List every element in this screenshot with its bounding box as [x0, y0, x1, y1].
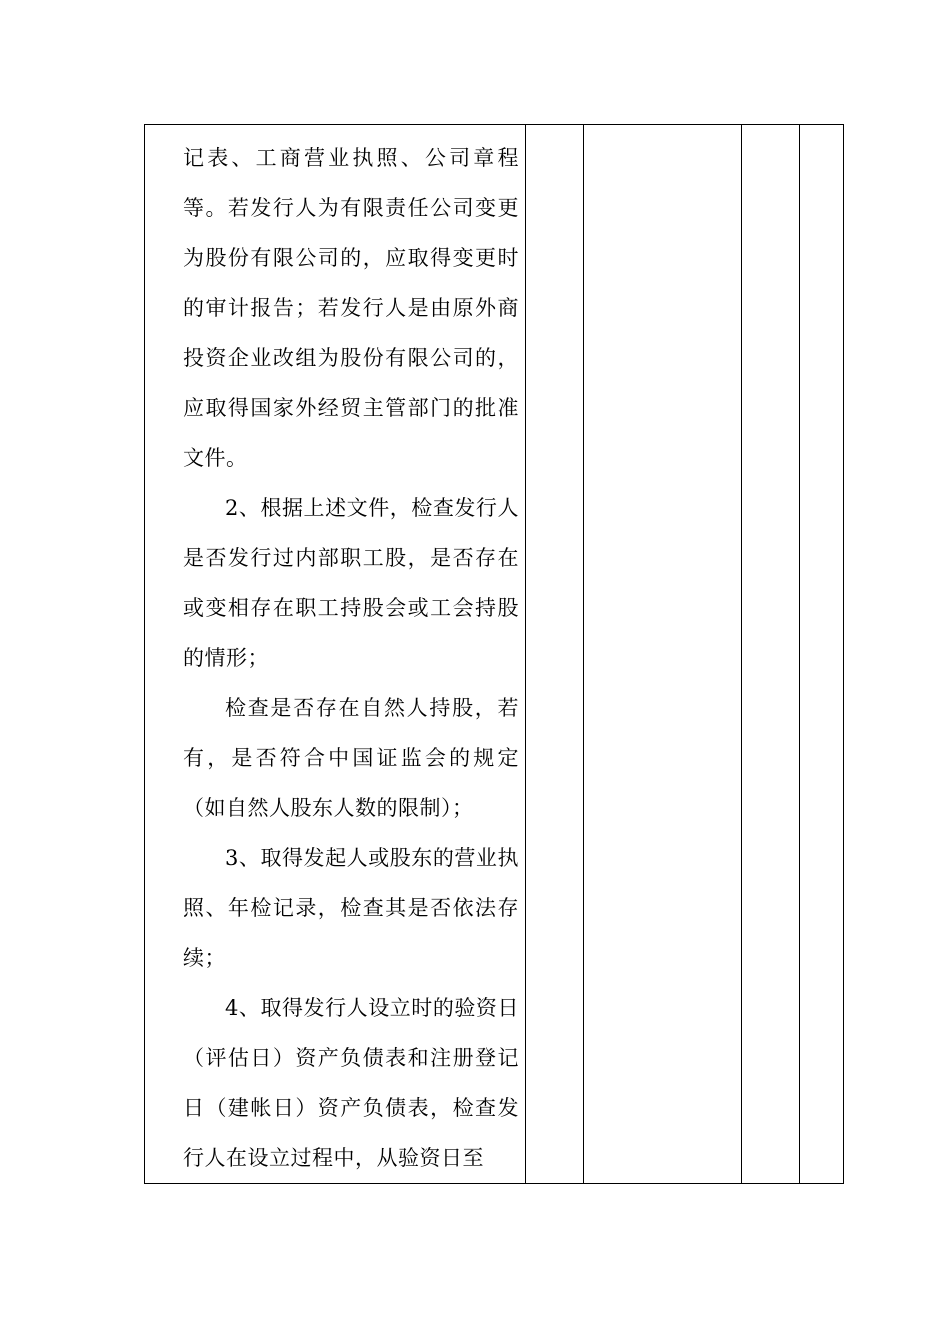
empty-cell-2 — [526, 125, 584, 1184]
empty-cell-5 — [800, 125, 844, 1184]
paragraph-1: 记表、工商营业执照、公司章程等。若发行人为有限责任公司变更为股份有限公司的，应取得变更时的审计报告；若发行人是由原外商投资企业改组为股份有限公司的，应取得国家外经贸主管部门的批准文件。 — [183, 146, 519, 470]
paragraph-2: 2、根据上述文件，检查发行人是否发行过内部职工股，是否存在或变相存在职工持股会或工会持股的情形； — [183, 496, 519, 670]
checklist-table — [144, 124, 844, 1184]
procedure-text — [183, 133, 519, 1183]
paragraph-5: 4、取得发行人设立时的验资日（评估日）资产负债表和注册登记日（建帐日）资产负债表，检查发行人在设立过程中，从验资日至 — [183, 996, 519, 1170]
table-row — [145, 125, 844, 1184]
empty-cell-3 — [584, 125, 742, 1184]
empty-cell-4 — [742, 125, 800, 1184]
paragraph-4: 3、取得发起人或股东的营业执照、年检记录，检查其是否依法存续； — [183, 846, 519, 970]
paragraph-3: 检查是否存在自然人持股，若有，是否符合中国证监会的规定（如自然人股东人数的限制）； — [183, 696, 519, 820]
procedure-content-cell — [145, 125, 526, 1184]
